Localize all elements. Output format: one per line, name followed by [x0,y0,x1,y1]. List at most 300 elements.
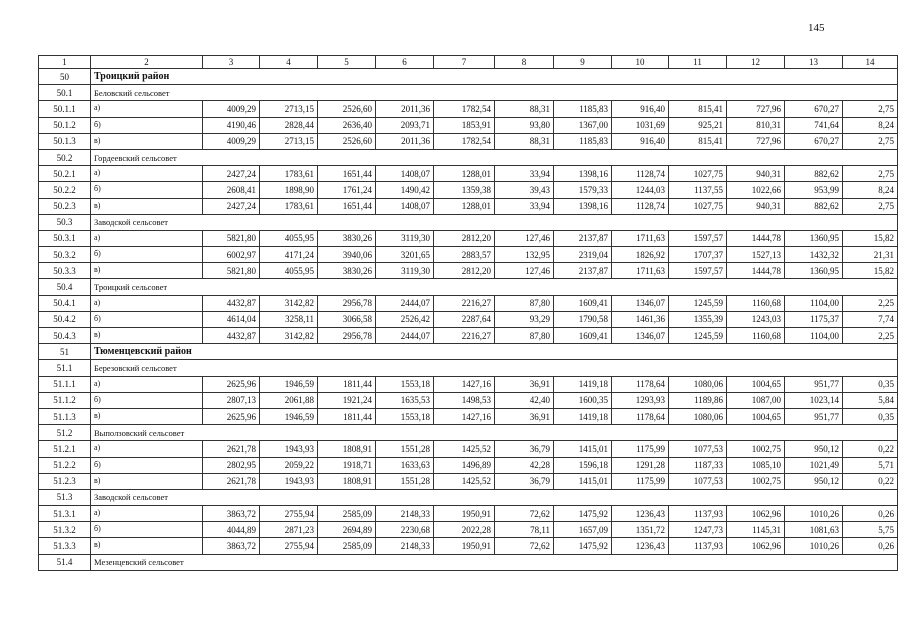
value-cell: 1498,53 [434,392,495,408]
row-code: 51.3.3 [39,538,91,554]
value-cell: 951,77 [785,408,843,424]
value-cell: 670,27 [785,133,843,149]
value-cell: 1415,01 [554,441,612,457]
value-cell: 72,62 [495,538,554,554]
region-name: Тюменцевский район [91,344,898,360]
variant-label: б) [91,522,203,538]
value-cell: 1553,18 [376,408,434,424]
variant-label: б) [91,311,203,327]
value-cell: 1425,52 [434,473,495,489]
column-header: 12 [727,56,785,69]
value-cell: 1288,01 [434,166,495,182]
column-header: 5 [318,56,376,69]
value-cell: 1178,64 [612,408,669,424]
value-cell: 1185,83 [554,101,612,117]
value-cell: 1398,16 [554,166,612,182]
row-code: 51.2.3 [39,473,91,489]
column-header: 2 [91,56,203,69]
value-cell: 1002,75 [727,441,785,457]
council-name: Мезенцевский сельсовет [91,554,898,570]
value-cell: 5821,80 [203,263,260,279]
value-cell: 3142,82 [260,295,318,311]
value-cell: 1010,26 [785,538,843,554]
value-cell: 1427,16 [434,376,495,392]
value-cell: 1175,37 [785,311,843,327]
council-row [39,214,898,230]
value-cell: 1950,91 [434,538,495,554]
value-cell: 42,40 [495,392,554,408]
column-header: 4 [260,56,318,69]
value-cell: 7,74 [843,311,898,327]
value-cell: 2,75 [843,166,898,182]
value-cell: 2093,71 [376,117,434,133]
value-cell: 2,25 [843,295,898,311]
value-cell: 1808,91 [318,441,376,457]
value-cell: 2802,95 [203,457,260,473]
table-header-row [39,56,898,69]
value-cell: 3863,72 [203,538,260,554]
council-name: Заводской сельсовет [91,214,898,230]
column-header: 10 [612,56,669,69]
value-cell: 4190,46 [203,117,260,133]
value-cell: 2011,36 [376,133,434,149]
value-cell: 1782,54 [434,101,495,117]
row-code: 50.3 [39,214,91,230]
value-cell: 3119,30 [376,230,434,246]
row-code: 51.2.1 [39,441,91,457]
value-cell: 4044,89 [203,522,260,538]
value-cell: 3830,26 [318,230,376,246]
value-cell: 33,94 [495,198,554,214]
value-cell: 2,25 [843,328,898,344]
value-cell: 2444,07 [376,328,434,344]
value-cell: 916,40 [612,133,669,149]
value-cell: 6002,97 [203,247,260,263]
value-cell: 87,80 [495,328,554,344]
value-cell: 1360,95 [785,263,843,279]
table-row [39,392,898,408]
value-cell: 1145,31 [727,522,785,538]
column-header: 8 [495,56,554,69]
value-cell: 1711,63 [612,263,669,279]
value-cell: 2216,27 [434,295,495,311]
value-cell: 1247,73 [669,522,727,538]
value-cell: 2148,33 [376,506,434,522]
value-cell: 1245,59 [669,328,727,344]
value-cell: 2,75 [843,101,898,117]
value-cell: 1021,49 [785,457,843,473]
value-cell: 4171,24 [260,247,318,263]
value-cell: 1080,06 [669,376,727,392]
table-row [39,133,898,149]
value-cell: 0,35 [843,376,898,392]
value-cell: 2011,36 [376,101,434,117]
value-cell: 1419,18 [554,376,612,392]
value-cell: 2022,28 [434,522,495,538]
value-cell: 1527,13 [727,247,785,263]
value-cell: 2137,87 [554,230,612,246]
value-cell: 3258,11 [260,311,318,327]
value-cell: 1160,68 [727,328,785,344]
value-cell: 93,29 [495,311,554,327]
value-cell: 2427,24 [203,198,260,214]
value-cell: 2625,96 [203,376,260,392]
value-cell: 1811,44 [318,376,376,392]
value-cell: 1419,18 [554,408,612,424]
value-cell: 1657,09 [554,522,612,538]
value-cell: 2608,41 [203,182,260,198]
row-code: 50.4 [39,279,91,295]
row-code: 50.3.1 [39,230,91,246]
value-cell: 21,31 [843,247,898,263]
value-cell: 4432,87 [203,328,260,344]
value-cell: 5,75 [843,522,898,538]
value-cell: 2061,88 [260,392,318,408]
value-cell: 4009,29 [203,101,260,117]
value-cell: 4055,95 [260,230,318,246]
value-cell: 882,62 [785,166,843,182]
row-code: 50.1.3 [39,133,91,149]
value-cell: 36,79 [495,473,554,489]
value-cell: 1002,75 [727,473,785,489]
table-row [39,328,898,344]
value-cell: 1826,92 [612,247,669,263]
table-row [39,376,898,392]
table-row [39,311,898,327]
value-cell: 741,64 [785,117,843,133]
value-cell: 1609,41 [554,328,612,344]
value-cell: 1062,96 [727,506,785,522]
value-cell: 951,77 [785,376,843,392]
value-cell: 1609,41 [554,295,612,311]
value-cell: 2526,60 [318,133,376,149]
value-cell: 1707,37 [669,247,727,263]
value-cell: 5,71 [843,457,898,473]
value-cell: 2755,94 [260,506,318,522]
value-cell: 1635,53 [376,392,434,408]
value-cell: 1359,38 [434,182,495,198]
row-code: 50.4.2 [39,311,91,327]
value-cell: 2636,40 [318,117,376,133]
value-cell: 727,96 [727,133,785,149]
value-cell: 2956,78 [318,295,376,311]
value-cell: 1185,83 [554,133,612,149]
variant-label: в) [91,538,203,554]
variant-label: б) [91,247,203,263]
region-row [39,69,898,85]
council-row [39,489,898,505]
row-code: 51.1 [39,360,91,376]
value-cell: 2812,20 [434,230,495,246]
value-cell: 2713,15 [260,133,318,149]
council-name: Выползовский сельсовет [91,425,898,441]
value-cell: 1104,00 [785,295,843,311]
page-number: 145 [808,22,825,34]
row-code: 50.3.2 [39,247,91,263]
row-code: 50.3.3 [39,263,91,279]
council-row [39,554,898,570]
value-cell: 3201,65 [376,247,434,263]
council-row [39,279,898,295]
variant-label: а) [91,101,203,117]
value-cell: 1427,16 [434,408,495,424]
value-cell: 2625,96 [203,408,260,424]
value-cell: 1490,42 [376,182,434,198]
variant-label: а) [91,166,203,182]
value-cell: 0,22 [843,441,898,457]
table-row [39,408,898,424]
value-cell: 1946,59 [260,376,318,392]
value-cell: 88,31 [495,133,554,149]
value-cell: 1596,18 [554,457,612,473]
council-name: Заводской сельсовет [91,489,898,505]
value-cell: 1761,24 [318,182,376,198]
table-row [39,182,898,198]
value-cell: 2585,09 [318,538,376,554]
value-cell: 1004,65 [727,376,785,392]
value-cell: 815,41 [669,133,727,149]
value-cell: 132,95 [495,247,554,263]
region-name: Троицкий район [91,69,898,85]
value-cell: 2230,68 [376,522,434,538]
value-cell: 3142,82 [260,328,318,344]
value-cell: 950,12 [785,441,843,457]
column-header: 13 [785,56,843,69]
council-name: Беловский сельсовет [91,85,898,101]
value-cell: 2137,87 [554,263,612,279]
table-row [39,247,898,263]
variant-label: в) [91,328,203,344]
variant-label: б) [91,117,203,133]
value-cell: 3830,26 [318,263,376,279]
value-cell: 1104,00 [785,328,843,344]
council-name: Гордеевский сельсовет [91,149,898,165]
value-cell: 1080,06 [669,408,727,424]
value-cell: 1475,92 [554,538,612,554]
value-cell: 36,91 [495,408,554,424]
value-cell: 1175,99 [612,441,669,457]
council-name: Березовский сельсовет [91,360,898,376]
value-cell: 1137,55 [669,182,727,198]
value-cell: 1425,52 [434,441,495,457]
value-cell: 1010,26 [785,506,843,522]
value-cell: 1128,74 [612,198,669,214]
row-code: 51.3 [39,489,91,505]
variant-label: а) [91,506,203,522]
value-cell: 4009,29 [203,133,260,149]
value-cell: 1351,72 [612,522,669,538]
value-cell: 1189,86 [669,392,727,408]
variant-label: а) [91,295,203,311]
council-row [39,425,898,441]
value-cell: 2807,13 [203,392,260,408]
value-cell: 1355,39 [669,311,727,327]
value-cell: 1360,95 [785,230,843,246]
value-cell: 1027,75 [669,198,727,214]
value-cell: 3940,06 [318,247,376,263]
value-cell: 2621,78 [203,473,260,489]
value-cell: 1783,61 [260,198,318,214]
value-cell: 1783,61 [260,166,318,182]
value-cell: 15,82 [843,263,898,279]
council-name: Троицкий сельсовет [91,279,898,295]
value-cell: 1782,54 [434,133,495,149]
row-code: 51.1.3 [39,408,91,424]
value-cell: 1711,63 [612,230,669,246]
value-cell: 72,62 [495,506,554,522]
variant-label: в) [91,263,203,279]
value-cell: 2148,33 [376,538,434,554]
value-cell: 127,46 [495,230,554,246]
column-header: 3 [203,56,260,69]
row-code: 51.3.1 [39,506,91,522]
value-cell: 1160,68 [727,295,785,311]
value-cell: 810,31 [727,117,785,133]
value-cell: 940,31 [727,166,785,182]
tariff-table [38,55,898,571]
value-cell: 1236,43 [612,506,669,522]
value-cell: 39,43 [495,182,554,198]
value-cell: 1062,96 [727,538,785,554]
value-cell: 2,75 [843,198,898,214]
value-cell: 1811,44 [318,408,376,424]
value-cell: 727,96 [727,101,785,117]
value-cell: 1898,90 [260,182,318,198]
table-row [39,101,898,117]
table-row [39,263,898,279]
value-cell: 1288,01 [434,198,495,214]
variant-label: б) [91,392,203,408]
value-cell: 1128,74 [612,166,669,182]
value-cell: 2444,07 [376,295,434,311]
value-cell: 2883,57 [434,247,495,263]
value-cell: 8,24 [843,117,898,133]
value-cell: 42,28 [495,457,554,473]
value-cell: 4055,95 [260,263,318,279]
value-cell: 1245,59 [669,295,727,311]
value-cell: 1597,57 [669,263,727,279]
council-row [39,85,898,101]
row-code: 50.2 [39,149,91,165]
value-cell: 33,94 [495,166,554,182]
row-code: 51.4 [39,554,91,570]
value-cell: 2621,78 [203,441,260,457]
value-cell: 670,27 [785,101,843,117]
value-cell: 5,84 [843,392,898,408]
value-cell: 2812,20 [434,263,495,279]
row-code: 51.1.1 [39,376,91,392]
table-row [39,538,898,554]
value-cell: 1921,24 [318,392,376,408]
value-cell: 88,31 [495,101,554,117]
value-cell: 4432,87 [203,295,260,311]
column-header: 6 [376,56,434,69]
value-cell: 2319,04 [554,247,612,263]
value-cell: 1243,03 [727,311,785,327]
row-code: 51 [39,344,91,360]
value-cell: 1475,92 [554,506,612,522]
row-code: 50.1 [39,85,91,101]
table-row [39,473,898,489]
value-cell: 815,41 [669,101,727,117]
value-cell: 3863,72 [203,506,260,522]
value-cell: 0,35 [843,408,898,424]
value-cell: 2,75 [843,133,898,149]
row-code: 50.1.1 [39,101,91,117]
value-cell: 4614,04 [203,311,260,327]
value-cell: 2059,22 [260,457,318,473]
value-cell: 1367,00 [554,117,612,133]
value-cell: 1496,89 [434,457,495,473]
value-cell: 1579,33 [554,182,612,198]
value-cell: 2287,64 [434,311,495,327]
value-cell: 1597,57 [669,230,727,246]
variant-label: в) [91,198,203,214]
value-cell: 1415,01 [554,473,612,489]
column-header: 11 [669,56,727,69]
value-cell: 1651,44 [318,166,376,182]
row-code: 50.1.2 [39,117,91,133]
table-row [39,441,898,457]
row-code: 50 [39,69,91,85]
row-code: 50.2.2 [39,182,91,198]
value-cell: 1444,78 [727,263,785,279]
value-cell: 1943,93 [260,473,318,489]
value-cell: 1790,58 [554,311,612,327]
column-header: 7 [434,56,495,69]
value-cell: 87,80 [495,295,554,311]
value-cell: 1408,07 [376,198,434,214]
value-cell: 1651,44 [318,198,376,214]
region-row [39,344,898,360]
variant-label: в) [91,473,203,489]
council-row [39,149,898,165]
table-row [39,117,898,133]
row-code: 50.4.3 [39,328,91,344]
value-cell: 953,99 [785,182,843,198]
value-cell: 2956,78 [318,328,376,344]
value-cell: 36,79 [495,441,554,457]
value-cell: 2755,94 [260,538,318,554]
row-code: 51.3.2 [39,522,91,538]
value-cell: 1432,32 [785,247,843,263]
value-cell: 925,21 [669,117,727,133]
value-cell: 1293,93 [612,392,669,408]
table-row [39,295,898,311]
value-cell: 1551,28 [376,473,434,489]
value-cell: 916,40 [612,101,669,117]
row-code: 50.2.3 [39,198,91,214]
value-cell: 2871,23 [260,522,318,538]
row-code: 50.2.1 [39,166,91,182]
value-cell: 1444,78 [727,230,785,246]
column-header: 1 [39,56,91,69]
value-cell: 8,24 [843,182,898,198]
value-cell: 1853,91 [434,117,495,133]
row-code: 50.4.1 [39,295,91,311]
variant-label: а) [91,376,203,392]
value-cell: 0,26 [843,506,898,522]
value-cell: 3066,58 [318,311,376,327]
value-cell: 1461,36 [612,311,669,327]
value-cell: 1027,75 [669,166,727,182]
value-cell: 1004,65 [727,408,785,424]
value-cell: 1187,33 [669,457,727,473]
value-cell: 2694,89 [318,522,376,538]
value-cell: 1346,07 [612,295,669,311]
value-cell: 1081,63 [785,522,843,538]
value-cell: 3119,30 [376,263,434,279]
